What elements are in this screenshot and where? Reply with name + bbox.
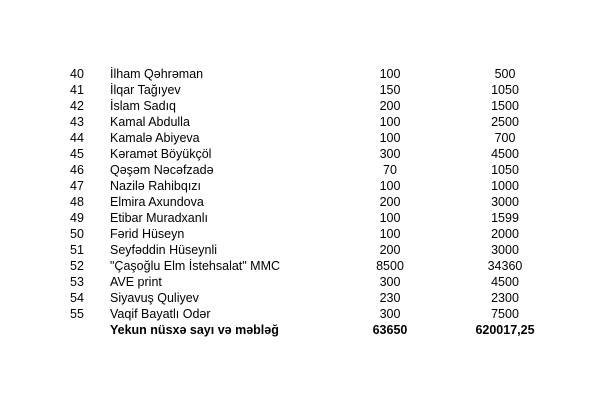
table-row [70, 258, 570, 274]
row-number: 54 [70, 291, 84, 305]
row-name: Etibar Muradxanlı [110, 211, 208, 225]
row-number: 51 [70, 243, 84, 257]
row-number: 46 [70, 163, 84, 177]
row-name: Kamal Abdulla [110, 115, 190, 129]
row-quantity: 300 [379, 307, 401, 321]
total-label: Yekun nüsxə sayı və məbləğ [110, 323, 279, 337]
total-row [70, 322, 570, 338]
total-number [70, 322, 110, 338]
row-number: 40 [70, 67, 84, 81]
row-number: 43 [70, 115, 84, 129]
row-number: 47 [70, 179, 84, 193]
row-number: 50 [70, 227, 84, 241]
row-number: 55 [70, 307, 84, 321]
row-name: Elmira Axundova [110, 195, 204, 209]
total-amount: 620017,25 [475, 323, 535, 337]
row-quantity: 230 [379, 291, 401, 305]
row-amount: 4500 [491, 147, 519, 161]
row-quantity: 300 [379, 275, 401, 289]
row-name: Seyfəddin Hüseynli [110, 243, 218, 257]
row-amount: 1500 [491, 99, 519, 113]
table-row [70, 290, 570, 306]
table-row [70, 274, 570, 290]
row-number: 42 [70, 99, 84, 113]
table-row [70, 146, 570, 162]
row-name: Siyavuş Quliyev [110, 291, 199, 305]
row-number: 41 [70, 83, 84, 97]
table-row [70, 66, 570, 82]
row-name: Nazilə Rahibqızı [110, 179, 202, 193]
table-row [70, 210, 570, 226]
row-quantity: 150 [379, 83, 401, 97]
row-name: "Çaşoğlu Elm İstehsalat" MMC [110, 259, 281, 273]
row-quantity: 100 [379, 67, 401, 81]
row-name: İlham Qəhrəman [110, 67, 204, 81]
row-number: 45 [70, 147, 84, 161]
row-amount: 2300 [491, 291, 519, 305]
row-name: Fərid Hüseyn [110, 227, 185, 241]
table-row [70, 82, 570, 98]
row-name: Kamalə Abiyeva [110, 131, 200, 145]
row-amount: 1050 [491, 163, 519, 177]
row-amount: 2500 [491, 115, 519, 129]
table-row [70, 178, 570, 194]
row-number: 49 [70, 211, 84, 225]
row-quantity: 200 [379, 195, 401, 209]
row-name: AVE print [110, 275, 162, 289]
row-amount: 500 [494, 67, 516, 81]
table-row [70, 162, 570, 178]
row-quantity: 100 [379, 131, 401, 145]
row-number: 53 [70, 275, 84, 289]
row-amount: 700 [494, 131, 516, 145]
table-row [70, 226, 570, 242]
table-row [70, 242, 570, 258]
table-row [70, 194, 570, 210]
row-quantity: 200 [379, 99, 401, 113]
row-amount: 3000 [491, 243, 519, 257]
row-amount: 34360 [487, 259, 523, 273]
row-quantity: 200 [379, 243, 401, 257]
table-row [70, 98, 570, 114]
row-amount: 1599 [491, 211, 519, 225]
row-quantity: 100 [379, 211, 401, 225]
row-name: İslam Sadıq [110, 99, 177, 113]
row-quantity: 100 [379, 227, 401, 241]
row-quantity: 100 [379, 115, 401, 129]
total-quantity: 63650 [372, 323, 408, 337]
row-number: 48 [70, 195, 84, 209]
row-name: İlqar Tağıyev [110, 83, 181, 97]
row-amount: 4500 [491, 275, 519, 289]
row-number: 44 [70, 131, 84, 145]
row-amount: 1000 [491, 179, 519, 193]
distribution-table [70, 66, 570, 338]
table-row [70, 306, 570, 322]
row-name: Kəramət Böyükçöl [110, 147, 212, 161]
row-amount: 2000 [491, 227, 519, 241]
row-name: Qəşəm Nəcəfzadə [110, 163, 214, 177]
row-number: 52 [70, 259, 84, 273]
row-amount: 3000 [491, 195, 519, 209]
row-quantity: 100 [379, 179, 401, 193]
table-row [70, 130, 570, 146]
row-amount: 1050 [491, 83, 519, 97]
row-quantity: 300 [379, 147, 401, 161]
row-amount: 7500 [491, 307, 519, 321]
row-name: Vaqif Bayatlı Odər [110, 307, 211, 321]
table-body [70, 66, 570, 338]
row-quantity: 70 [383, 163, 397, 177]
row-quantity: 8500 [376, 259, 404, 273]
table-row [70, 114, 570, 130]
